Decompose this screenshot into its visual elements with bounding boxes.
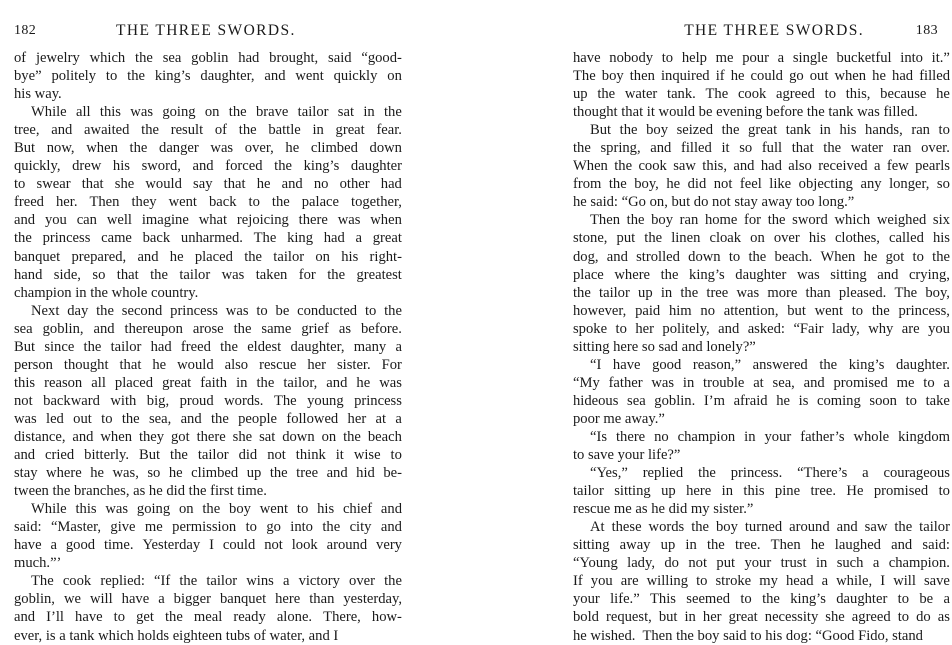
text-line: The cook replied: “If the tailor wins a victory over the — [31, 573, 402, 590]
text-line: Next day the second princess was to be conducted to the — [31, 302, 402, 319]
text-line: “I have good reason,” answered the king’s daughter. — [590, 356, 950, 373]
text-line: “Young lady, do not put your trust in such a champion. — [573, 555, 950, 572]
text-line: sitting here so sad and lonely?” — [573, 338, 756, 355]
text-line: distance, and when they got there she sat down on the beach — [14, 428, 402, 445]
text-line: his way. — [14, 86, 62, 103]
text-line: person thought that he would also rescue her sister. For — [14, 356, 402, 373]
text-line: sitting away up in the tree. Then he laughed and said: — [573, 537, 950, 554]
text-line: While this was going on the boy went to his chief and — [31, 501, 402, 518]
text-line: and I’ll have to get the meal ready alone. There, how- — [14, 609, 402, 626]
paragraph — [573, 121, 950, 211]
page-182 — [0, 0, 476, 644]
paragraph — [573, 49, 950, 121]
text-line: bold request, but in her great necessity she agreed to do as — [573, 609, 950, 626]
text-line: Then the boy ran home for the sword which weighed six — [590, 212, 950, 229]
text-line: But now, when the danger was over, he climbed down — [14, 140, 402, 157]
text-line: sea goblin, and thereupon arose the same grief as before. — [14, 320, 402, 337]
paragraph — [573, 356, 950, 428]
paragraph — [573, 518, 950, 644]
text-line: your life.” This seemed to the king’s daughter to be a — [573, 591, 950, 608]
text-line: have a good time. Yesterday I could not look around very — [14, 537, 402, 554]
running-head-right: THE THREE SWORDS. — [684, 22, 864, 39]
text-line: to swear that she would say that he and no other had — [14, 176, 402, 193]
paragraph — [14, 572, 402, 644]
text-line: he wished. Then the boy said to his dog: “Good Fido, stand — [573, 627, 923, 644]
text-column-left — [14, 49, 402, 645]
paragraph — [14, 500, 402, 572]
text-line: was led out to the sea, and the people followed her at a — [14, 410, 402, 427]
text-line: rescue me as he did my sister.” — [573, 501, 754, 518]
text-line: he said: “Go on, but do not stay away too long.” — [573, 194, 855, 211]
text-line: “Is there no champion in your father’s whole kingdom — [590, 428, 950, 445]
text-line: While all this was going on the brave tailor sat in the — [31, 104, 402, 121]
text-line: the spring, and filled it so full that the water ran over. — [573, 140, 950, 157]
text-line: and cried bitterly. But the tailor did not think it wise to — [14, 447, 402, 464]
text-line: much.”’ — [14, 555, 62, 572]
text-line: poor me away.” — [573, 410, 665, 427]
paragraph — [573, 464, 950, 518]
text-line: “Yes,” replied the princess. “There’s a courageous — [590, 465, 950, 482]
text-line: stone, put the linen cloak on over his clothes, called his — [573, 230, 950, 247]
page-number-right: 183 — [915, 23, 938, 38]
running-head-left: THE THREE SWORDS. — [116, 22, 296, 39]
text-line: At these words the boy turned around and saw the tailor — [590, 519, 950, 536]
text-line: champion in the whole country. — [14, 284, 199, 301]
text-line: said: “Master, give me permission to go into the city and — [14, 519, 402, 536]
text-line: quickly, drew his sword, and forced the king’s daughter — [14, 158, 402, 175]
text-line: hideous sea goblin. I’m afraid he is coming soon to take — [573, 392, 950, 409]
text-line: tailor sitting up here in this pine tree. He promised to — [573, 483, 950, 500]
paragraph — [14, 103, 402, 302]
paragraph — [573, 211, 950, 355]
text-line: to save your life?” — [573, 447, 681, 464]
page-number-left: 182 — [14, 23, 37, 38]
text-line: of jewelry which the sea goblin had brought, said “good- — [14, 50, 402, 66]
text-line: The boy then inquired if he could go out when he had filled — [573, 68, 950, 85]
text-line: goblin, we will have a bigger banquet here than yesterday, — [14, 591, 402, 608]
text-line: have nobody to help me pour a single bucketful into it.” — [573, 50, 950, 66]
text-line: up the water tank. The cook agreed to this, because he — [573, 86, 950, 103]
text-line: If you are willing to stroke my head a while, I will save — [573, 573, 950, 590]
text-line: “My father was in trouble at sea, and promised me to a — [573, 374, 950, 391]
text-line: however, paid him no attention, but went to the princess, — [573, 302, 950, 319]
text-line: place where the king’s daughter was sitting and crying, — [573, 266, 950, 283]
text-line: stay where he was, so he climbed up the tree and hid be- — [14, 465, 402, 482]
text-column-right — [573, 49, 950, 645]
text-line: But since the tailor had freed the eldest daughter, many a — [14, 338, 402, 355]
text-line: the tailor up in the tree was more than pleased. The boy, — [573, 284, 950, 301]
text-line: hand side, so that the tailor was taken for the greatest — [14, 266, 402, 283]
text-line: But the boy seized the great tank in his hands, ran to — [590, 122, 950, 139]
paragraph — [14, 49, 402, 103]
text-line: this reason all placed great faith in the tailor, and he was — [14, 374, 402, 391]
text-line: dog, and strolled down to the beach. When he got to the — [573, 248, 950, 265]
text-line: spoke to her politely, and asked: “Fair lady, why are you — [573, 320, 950, 337]
text-line: tween the branches, as he did the first time. — [14, 483, 267, 500]
text-line: ever, is a tank which holds eighteen tubs of water, and I — [14, 627, 339, 644]
page-183 — [476, 0, 952, 644]
text-line: When the cook saw this, and had also received a few pearls — [573, 158, 950, 175]
text-line: and you can well imagine what rejoicing there was when — [14, 212, 402, 229]
text-line: bye” politely to the king’s daughter, and went quickly on — [14, 68, 402, 85]
text-line: not backward with big, proud words. The young princess — [14, 392, 402, 409]
text-line: from the boy, he did not feel like objecting any longer, so — [573, 176, 950, 193]
text-line: banquet prepared, and he placed the tailor on his right- — [14, 248, 402, 265]
paragraph — [573, 428, 950, 464]
paragraph — [14, 302, 402, 501]
text-line: freed her. Then they went back to the palace together, — [14, 194, 402, 211]
text-line: the princess came back unharmed. The king had a great — [14, 230, 402, 247]
text-line: tree, and awaited the result of the battle in great fear. — [14, 122, 402, 139]
text-line: thought that it would be evening before the tank was filled. — [573, 104, 918, 121]
